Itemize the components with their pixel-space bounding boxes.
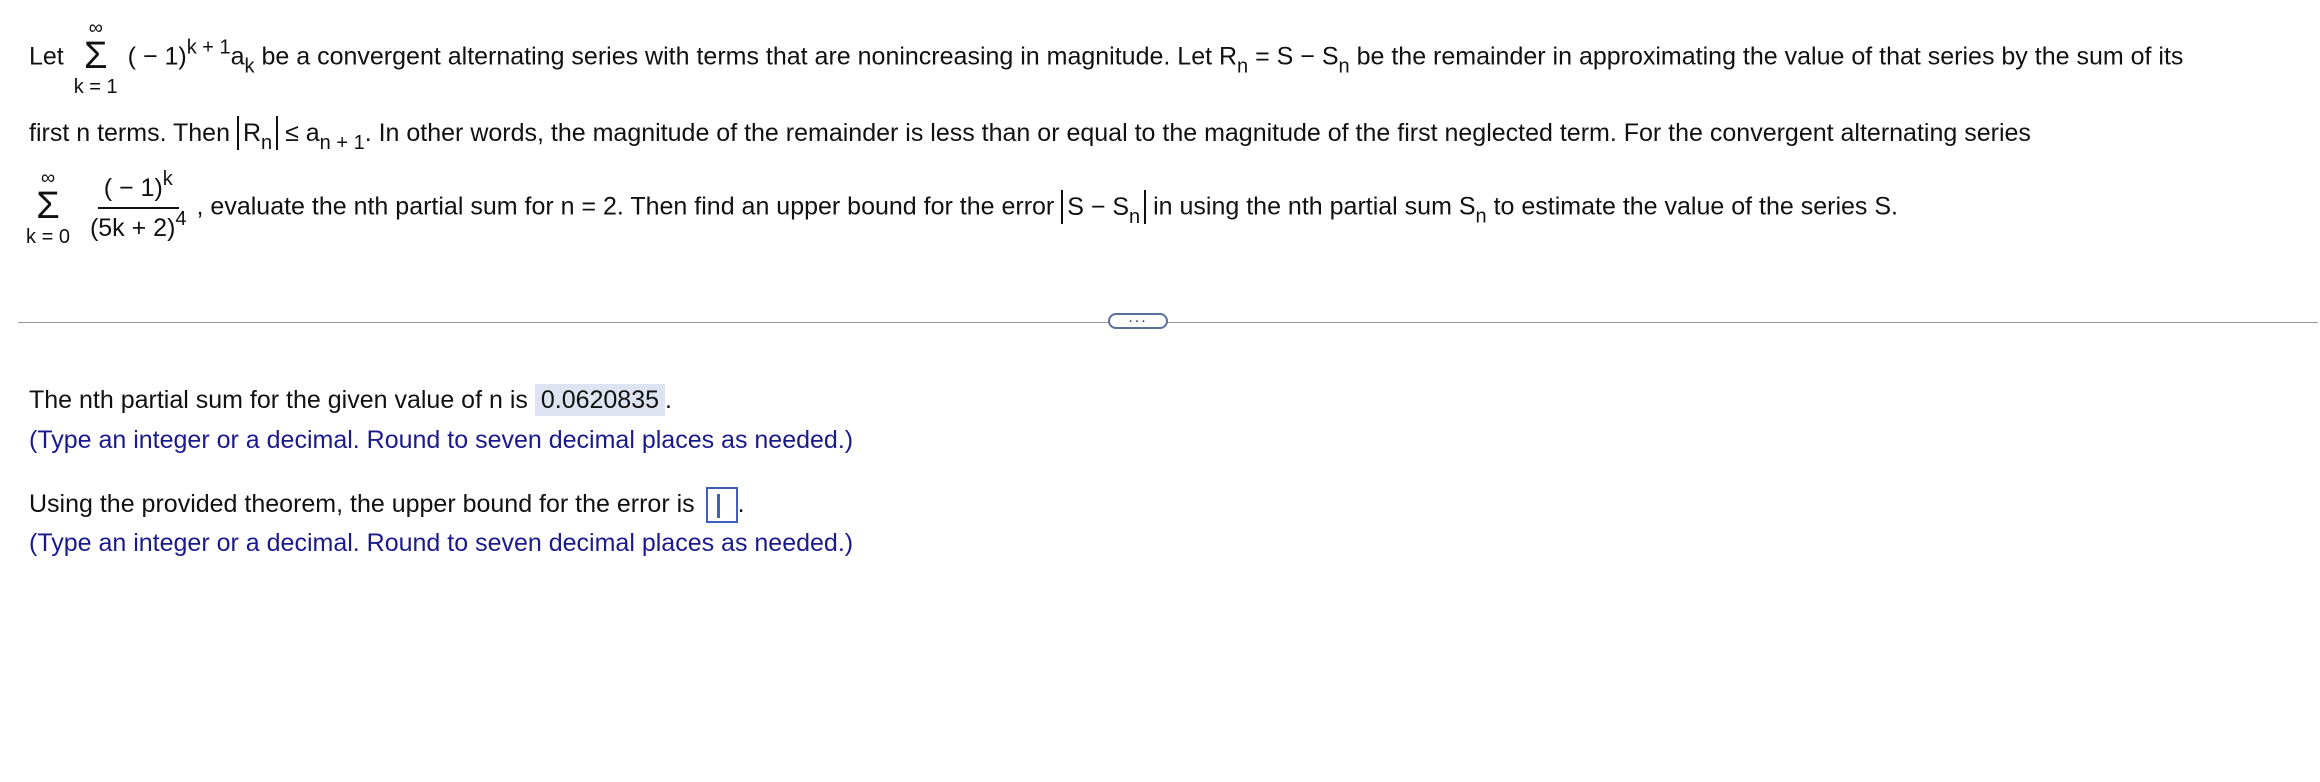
sn-subscript: n — [1338, 55, 1350, 78]
upper-bound-answer-line — [29, 487, 745, 523]
line3-text-c: to estimate the value of the series S. — [1486, 192, 1898, 221]
section-divider — [18, 322, 2318, 323]
sum-lower-limit: k = 1 — [73, 76, 118, 98]
line1-text-c: be the remainder in approximating the value of that series by the sum of its — [1349, 42, 2184, 71]
fraction-denominator — [84, 209, 193, 243]
question-line-3 — [26, 167, 1898, 248]
abs-error — [1061, 190, 1146, 228]
denominator-base: (5k + 2) — [89, 214, 176, 242]
upper-bound-hint: (Type an integer or a decimal. Round to seven decimal places as needed.) — [29, 529, 854, 557]
line2-text-a: first n terms. Then — [29, 119, 237, 147]
abs-s-subscript: n — [1129, 205, 1141, 228]
partial-sum-period: . — [665, 386, 672, 414]
sum-lower-limit: k = 0 — [26, 226, 70, 248]
expand-more-button[interactable] — [1108, 309, 1168, 329]
abs-s: S − S — [1067, 192, 1130, 221]
term-base: ( − 1) — [127, 42, 187, 71]
partial-sum-answer-line — [29, 383, 672, 417]
line3-text-a: , evaluate the nth partial sum for n = 2. Then find an upper bound for the error — [196, 192, 1062, 221]
ellipsis-icon: ... — [1128, 309, 1148, 326]
upper-bound-input[interactable] — [706, 487, 738, 523]
upper-bound-period: . — [737, 490, 745, 518]
sn-subscript-2: n — [1475, 205, 1487, 228]
text-caret — [717, 494, 720, 518]
term-exponent: k + 1 — [186, 36, 231, 59]
line2-text-b: . In other words, the magnitude of the remainder is less than or equal to the magnitude of the first neglected term. For the convergent alternating series — [364, 119, 2031, 147]
partial-sum-hint: (Type an integer or a decimal. Round to seven decimal places as needed.) — [29, 426, 854, 454]
question-line-1 — [29, 18, 2183, 98]
partial-sum-answer-field[interactable]: 0.0620835 — [535, 384, 665, 416]
sum-upper-limit: ∞ — [88, 17, 103, 39]
line1-text-a: be a convergent alternating series with terms that are nonincreasing in magnitude. Let R — [254, 42, 1238, 71]
abs-r: R — [242, 119, 261, 147]
numerator-exponent: k — [162, 168, 173, 190]
sum-upper-limit: ∞ — [40, 167, 56, 189]
numerator-base: ( − 1) — [103, 174, 163, 202]
sigma-glyph: Σ — [36, 185, 60, 227]
line3-text-b: in using the nth partial sum S — [1146, 192, 1476, 221]
question-line-2 — [29, 116, 2031, 154]
partial-sum-text: The nth partial sum for the given value of n is — [29, 386, 528, 414]
term-a: a — [230, 42, 245, 71]
summation-symbol-2 — [23, 168, 73, 248]
rn-subscript: n — [1237, 55, 1249, 78]
le-subscript: n + 1 — [319, 132, 365, 154]
series-fraction — [84, 168, 193, 243]
le-a: ≤ a — [278, 119, 320, 147]
fraction-numerator — [98, 168, 179, 209]
let-word: Let — [29, 42, 64, 71]
summation-symbol-1 — [71, 18, 121, 98]
term-a-subscript: k — [244, 55, 255, 78]
sigma-glyph: Σ — [83, 35, 108, 77]
line1-text-b: = S − S — [1248, 42, 1339, 71]
denominator-exponent: 4 — [175, 208, 187, 230]
abs-remainder — [237, 116, 278, 154]
upper-bound-text: Using the provided theorem, the upper bound for the error is — [29, 490, 695, 518]
abs-r-subscript: n — [261, 132, 273, 154]
